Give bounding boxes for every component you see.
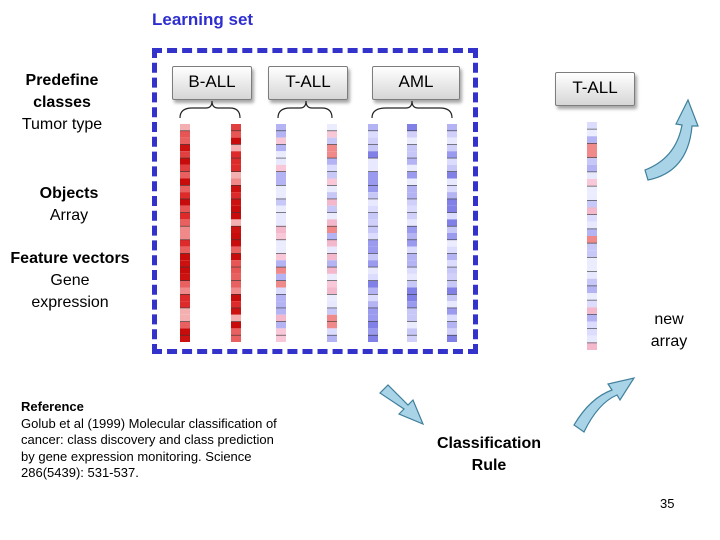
gene-line: Gene (50, 272, 90, 289)
expression-cell (231, 315, 241, 322)
expression-cell (407, 199, 417, 206)
expression-cell (327, 308, 337, 315)
expression-cell (368, 288, 378, 295)
expression-cell (276, 138, 286, 145)
expression-cell (231, 199, 241, 206)
expression-cell (327, 206, 337, 213)
t-all-brace (278, 101, 332, 118)
expression-cell (327, 247, 337, 254)
expression-cell (407, 240, 417, 247)
expression-cell (407, 219, 417, 226)
expression-cell (407, 206, 417, 213)
expression-cell (276, 226, 286, 233)
expression-cell (276, 179, 286, 186)
expression-cell (407, 151, 417, 158)
b-all-array-1 (180, 124, 190, 342)
expression-cell (180, 213, 190, 220)
classification-rule-label (426, 433, 552, 477)
expression-cell (447, 322, 457, 329)
rule-line: Rule (471, 457, 507, 474)
expression-cell (407, 294, 417, 301)
expression-cell (327, 138, 337, 145)
new-line: new (654, 311, 684, 328)
expression-cell (180, 308, 190, 315)
expression-cell (447, 206, 457, 213)
expression-cell (368, 219, 378, 226)
expression-cell (327, 158, 337, 165)
array-line: Array (49, 207, 89, 224)
expression-cell (276, 328, 286, 335)
curved-arrow-up-icon (645, 100, 698, 180)
expression-cell (447, 131, 457, 138)
expression-cell (447, 185, 457, 192)
expression-cell (447, 172, 457, 179)
expression-cell (231, 301, 241, 308)
expression-cell (587, 322, 597, 329)
expression-cell (368, 185, 378, 192)
expression-cell (407, 185, 417, 192)
expression-cell (447, 240, 457, 247)
expression-cell (447, 144, 457, 151)
expression-cell (327, 172, 337, 179)
classification-line: Classification (436, 435, 542, 452)
expression-cell (327, 322, 337, 329)
expression-cell (368, 267, 378, 274)
expression-cell (368, 165, 378, 172)
expression-cell (276, 165, 286, 172)
expression-cell (368, 294, 378, 301)
expression-cell (180, 240, 190, 247)
expression-cell (327, 294, 337, 301)
expression-cell (407, 335, 417, 342)
class-box-aml: AML (372, 66, 460, 100)
expression-cell (180, 315, 190, 322)
expression-cell (368, 206, 378, 213)
expression-cell (276, 124, 286, 131)
expression-cell (180, 301, 190, 308)
expression-cell (587, 172, 597, 179)
expression-cell (276, 219, 286, 226)
expression-cell (368, 260, 378, 267)
expression-cell (407, 315, 417, 322)
expression-cell (407, 158, 417, 165)
expression-cell (407, 131, 417, 138)
aml-array-2 (407, 124, 417, 342)
b-all-array-2 (231, 124, 241, 342)
classes-line: classes (33, 94, 91, 111)
expression-cell (447, 192, 457, 199)
expression-cell (327, 213, 337, 220)
expression-cell (407, 253, 417, 260)
expression-cell (327, 131, 337, 138)
expression-cell (180, 281, 190, 288)
expression-cell (180, 206, 190, 213)
expression-cell (327, 179, 337, 186)
expression-cell (231, 233, 241, 240)
expression-cell (407, 281, 417, 288)
expression-cell (180, 288, 190, 295)
expression-cell (276, 151, 286, 158)
expression-cell (407, 233, 417, 240)
expression-cell (447, 219, 457, 226)
expression-cell (276, 274, 286, 281)
expression-cell (276, 281, 286, 288)
expression-cell (180, 158, 190, 165)
expression-cell (587, 208, 597, 215)
aml-array-1 (368, 124, 378, 342)
expression-cell (447, 233, 457, 240)
expression-cell (447, 260, 457, 267)
expression-cell (276, 294, 286, 301)
expression-cell (276, 131, 286, 138)
expression-cell (231, 219, 241, 226)
expression-cell (587, 143, 597, 150)
expression-cell (180, 131, 190, 138)
expression-cell (447, 158, 457, 165)
expression-cell (276, 144, 286, 151)
expression-cell (368, 138, 378, 145)
expression-cell (180, 138, 190, 145)
t-all-array-2 (327, 124, 337, 342)
expression-cell (447, 124, 457, 131)
expression-cell (447, 199, 457, 206)
expression-cell (276, 267, 286, 274)
expression-cell (447, 294, 457, 301)
expression-cell (327, 315, 337, 322)
expression-cell (327, 185, 337, 192)
expression-cell (407, 213, 417, 220)
diagonal-arrow-icon (380, 385, 423, 424)
expression-cell (327, 240, 337, 247)
expression-cell (587, 122, 597, 129)
expression-cell (231, 138, 241, 145)
expression-cell (231, 328, 241, 335)
reference-heading: Reference (21, 399, 84, 414)
expression-cell (180, 322, 190, 329)
expression-cell (180, 172, 190, 179)
expression-cell (447, 151, 457, 158)
expression-cell (407, 226, 417, 233)
expression-cell (587, 300, 597, 307)
expression-cell (231, 240, 241, 247)
expression-cell (587, 151, 597, 158)
expression-cell (276, 253, 286, 260)
expression-cell (327, 144, 337, 151)
predefine-line: Predefine (25, 72, 99, 89)
expression-cell (180, 267, 190, 274)
expression-cell (368, 281, 378, 288)
expression-cell (368, 179, 378, 186)
expression-cell (231, 260, 241, 267)
expression-cell (231, 158, 241, 165)
expression-cell (587, 257, 597, 264)
expression-cell (327, 328, 337, 335)
expression-cell (231, 151, 241, 158)
expression-cell (407, 124, 417, 131)
expression-cell (587, 265, 597, 272)
expression-cell (587, 186, 597, 193)
expression-cell (407, 267, 417, 274)
expression-cell (368, 322, 378, 329)
expression-cell (276, 185, 286, 192)
expression-cell (587, 250, 597, 257)
expression-cell (407, 172, 417, 179)
objects-line: Objects (39, 185, 99, 202)
expression-cell (587, 279, 597, 286)
expression-cell (447, 253, 457, 260)
expression-cell (407, 328, 417, 335)
expression-cell (231, 288, 241, 295)
expression-cell (231, 294, 241, 301)
expression-cell (180, 274, 190, 281)
expression-cell (368, 233, 378, 240)
expression-cell (587, 129, 597, 136)
expression-cell (368, 274, 378, 281)
expression-cell (327, 192, 337, 199)
expression-cell (276, 206, 286, 213)
expression-cell (447, 179, 457, 186)
expression-cell (587, 215, 597, 222)
class-box-new-t-all: T-ALL (555, 72, 635, 106)
expression-cell (587, 200, 597, 207)
expression-cell (368, 315, 378, 322)
expression-cell (447, 315, 457, 322)
expression-cell (180, 144, 190, 151)
expression-cell (587, 293, 597, 300)
expression-cell (231, 165, 241, 172)
expression-cell (407, 165, 417, 172)
expression-cell (231, 124, 241, 131)
expression-cell (587, 179, 597, 186)
expression-cell (447, 267, 457, 274)
expression-cell (368, 308, 378, 315)
expression-cell (368, 301, 378, 308)
expression-cell (276, 335, 286, 342)
expression-cell (587, 272, 597, 279)
expression-cell (447, 301, 457, 308)
expression-cell (407, 322, 417, 329)
expression-cell (231, 213, 241, 220)
expression-cell (327, 124, 337, 131)
expression-cell (276, 172, 286, 179)
expression-cell (368, 151, 378, 158)
expression-cell (180, 328, 190, 335)
learning-set-title: Learning set (152, 10, 254, 29)
expression-cell (276, 213, 286, 220)
expression-cell (231, 335, 241, 342)
expression-cell (407, 301, 417, 308)
expression-cell (587, 336, 597, 343)
expression-cell (231, 179, 241, 186)
class-box-t-all: T-ALL (268, 66, 348, 100)
expression-cell (368, 144, 378, 151)
class-box-b-all: B-ALL (172, 66, 252, 100)
expression-cell (180, 294, 190, 301)
expression-cell (587, 286, 597, 293)
expression-cell (231, 253, 241, 260)
expression-cell (231, 322, 241, 329)
expression-cell (327, 226, 337, 233)
expression-cell (231, 172, 241, 179)
expression-cell (231, 247, 241, 254)
expression-cell (180, 253, 190, 260)
expression-cell (231, 131, 241, 138)
expression-cell (327, 260, 337, 267)
page-number: 35 (660, 496, 675, 511)
expression-cell (407, 288, 417, 295)
reference-text: Golub et al (1999) Molecular classification of cancer: class discovery and class prediction by gene expression monitoring. Science 286(5439): 531-537. (21, 415, 277, 480)
expression-cell (447, 165, 457, 172)
expression-cell (587, 329, 597, 336)
expression-cell (447, 288, 457, 295)
feature-vectors-line: Feature vectors (10, 250, 130, 267)
expression-cell (368, 240, 378, 247)
expression-cell (447, 138, 457, 145)
expression-cell (407, 260, 417, 267)
expression-cell (231, 144, 241, 151)
b-all-brace (180, 101, 240, 118)
expression-cell (368, 199, 378, 206)
aml-array-3 (447, 124, 457, 342)
expression-cell (231, 185, 241, 192)
expression-cell (587, 314, 597, 321)
expression-cell (327, 301, 337, 308)
expression-cell (276, 301, 286, 308)
expression-cell (587, 229, 597, 236)
expression-cell (368, 335, 378, 342)
expression-cell (327, 165, 337, 172)
expression-cell (231, 192, 241, 199)
expression-cell (327, 335, 337, 342)
expression-cell (368, 158, 378, 165)
expression-cell (327, 253, 337, 260)
expression-cell (368, 213, 378, 220)
expression-cell (368, 328, 378, 335)
expression-cell (368, 253, 378, 260)
expression-cell (180, 199, 190, 206)
curved-arrow-icon (574, 378, 634, 432)
expression-cell (327, 233, 337, 240)
expression-cell (327, 281, 337, 288)
expression-cell (276, 308, 286, 315)
expression-cell (587, 243, 597, 250)
expression-cell (327, 274, 337, 281)
expression-cell (180, 233, 190, 240)
expression-cell (447, 281, 457, 288)
expression-cell (368, 131, 378, 138)
expression-cell (587, 193, 597, 200)
expression-cell (447, 335, 457, 342)
expression-cell (231, 274, 241, 281)
expression-cell (587, 158, 597, 165)
expression-cell (327, 267, 337, 274)
expression-cell (447, 274, 457, 281)
expression-cell (407, 247, 417, 254)
expression-cell (276, 247, 286, 254)
expression-cell (447, 213, 457, 220)
expression-cell (327, 199, 337, 206)
expression-cell (180, 335, 190, 342)
expression-cell (327, 288, 337, 295)
expression-cell (447, 247, 457, 254)
expression-cell (276, 260, 286, 267)
expression-cell (407, 192, 417, 199)
expression-cell (276, 192, 286, 199)
expression-cell (327, 219, 337, 226)
expression-cell (368, 124, 378, 131)
expression-cell (180, 179, 190, 186)
expression-cell (368, 172, 378, 179)
expression-cell (276, 158, 286, 165)
expression-cell (587, 165, 597, 172)
expression-cell (368, 247, 378, 254)
expression-cell (447, 226, 457, 233)
expression-cell (407, 274, 417, 281)
expression-cell (447, 308, 457, 315)
expression-cell (587, 222, 597, 229)
expression-line: expression (31, 294, 109, 311)
expression-cell (276, 322, 286, 329)
array-word-line: array (650, 333, 688, 350)
expression-cell (180, 165, 190, 172)
expression-cell (587, 307, 597, 314)
expression-cell (276, 315, 286, 322)
expression-cell (407, 138, 417, 145)
expression-cell (587, 136, 597, 143)
expression-cell (587, 236, 597, 243)
expression-cell (327, 151, 337, 158)
expression-cell (180, 226, 190, 233)
expression-cell (231, 206, 241, 213)
tumor-type-line: Tumor type (21, 116, 103, 133)
expression-cell (231, 308, 241, 315)
expression-cell (276, 233, 286, 240)
expression-cell (368, 192, 378, 199)
expression-cell (231, 226, 241, 233)
expression-cell (180, 151, 190, 158)
expression-cell (407, 179, 417, 186)
expression-cell (180, 185, 190, 192)
new-array-label (640, 309, 698, 353)
expression-strips (180, 122, 597, 350)
expression-cell (180, 124, 190, 131)
aml-brace (372, 101, 452, 118)
expression-cell (231, 267, 241, 274)
expression-cell (276, 288, 286, 295)
expression-cell (231, 281, 241, 288)
expression-cell (407, 308, 417, 315)
expression-cell (180, 219, 190, 226)
expression-cell (447, 328, 457, 335)
new-array-strip (587, 122, 597, 350)
expression-cell (276, 240, 286, 247)
reference-block (21, 399, 291, 482)
expression-cell (180, 247, 190, 254)
expression-cell (368, 226, 378, 233)
expression-cell (180, 260, 190, 267)
expression-cell (180, 192, 190, 199)
t-all-array-1 (276, 124, 286, 342)
expression-cell (587, 343, 597, 350)
expression-cell (407, 144, 417, 151)
expression-cell (276, 199, 286, 206)
